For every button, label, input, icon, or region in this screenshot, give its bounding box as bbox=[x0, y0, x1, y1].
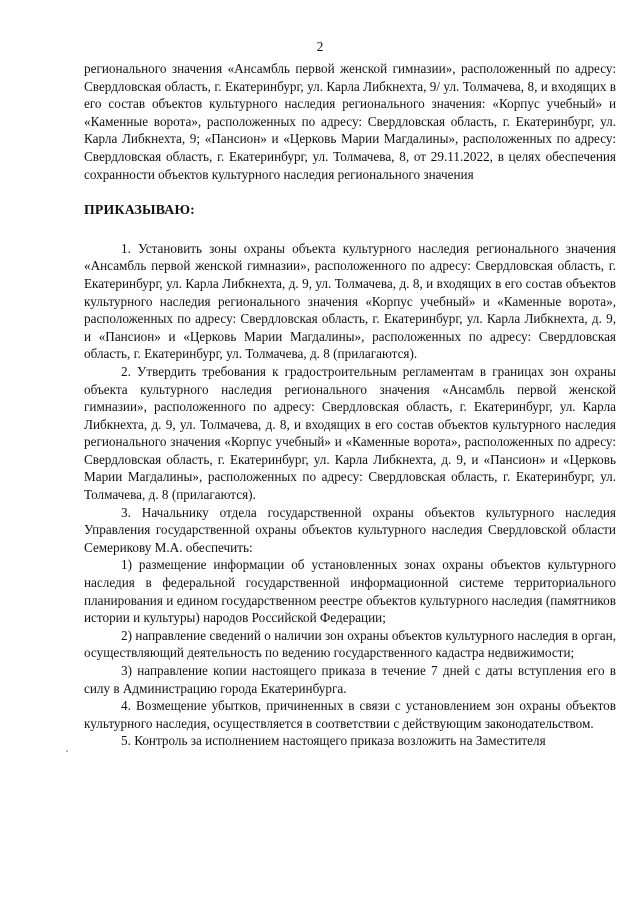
clause-4: 4. Возмещение убытков, причиненных в связи с установлением зон охраны объектов культурного наследия, осуществляется в соответствии с действующим законодательством. bbox=[84, 698, 616, 731]
document-body bbox=[84, 60, 616, 750]
clause-2: 2. Утвердить требования к градостроительным регламентам в границах зон охраны объекта культурного наследия регионального значения «Ансамбль первой женской гимназии», расположенного по адресу: Свердловская область, г. Екатеринбург, ул. Карла Либкнехта, д. 9, ул. Толмачева, д. 8, и входящих в его состав объектов культурного наследия регионального значения «Корпус учебный» и «Каменные ворота», расположенных по адресу: Свердловская область, г. Екатеринбург, ул. Карла Либкнехта, д. 9, и «Пансион» и «Церковь Марии Магдалины», расположенных по адресу: Свердловская область, г. Екатеринбург, ул. Толмачева, д. 8 (прилагаются). bbox=[84, 363, 616, 503]
preamble-paragraph: регионального значения «Ансамбль первой женской гимназии», расположенный по адресу: Свердловская область, г. Екатеринбург, ул. Карла Либкнехта, 9/ ул. Толмачева, 8, и входящих в его состав объектов культурного наследия регионального значения: «Корпус учебный» и «Каменные ворота», расположенных по адресу: Свердловская область, г. Екатеринбург, ул. Карла Либкнехта, 9; «Пансион» и «Церковь Марии Магдалины», расположенных по адресу: Свердловская область, г. Екатеринбург, ул. Толмачева, 8, от 29.11.2022, в целях обеспечения сохранности объектов культурного наследия регионального значения bbox=[84, 61, 616, 182]
clause-3-subitem-1: 1) размещение информации об установленных зонах охраны объектов культурного наследия в федеральной государственной информационной системе территориального планирования и едином государственном реестре объектов культурного наследия (памятников истории и культуры) народов Российской Федерации; bbox=[84, 557, 616, 626]
clause-3-subitem-2: 2) направление сведений о наличии зон охраны объектов культурного наследия в орган, осуществляющий деятельность по ведению государственного кадастра недвижимости; bbox=[84, 627, 616, 661]
scan-speck bbox=[66, 750, 68, 752]
clause-5: 5. Контроль за исполнением настоящего приказа возложить на Заместителя bbox=[121, 733, 546, 749]
clause-3-subitem-3: 3) направление копии настоящего приказа в течение 7 дней с даты вступления его в силу в Администрацию города Екатеринбурга. bbox=[84, 663, 616, 696]
clause-3: 3. Начальнику отдела государственной охраны объектов культурного наследия Управления государственной охраны объектов культурного наследия Свердловской области Семерикову М.А. обеспечить: bbox=[84, 504, 616, 555]
page-number: 2 bbox=[316, 39, 324, 54]
clause-1: 1. Установить зоны охраны объекта культурного наследия регионального значения «Ансамбль первой женской гимназии», расположенного по адресу: Свердловская область, г. Екатеринбург, ул. Карла Либкнехта, д. 9, ул. Толмачева, д. 8, и входящих в его состав объектов культурного наследия регионального значения «Корпус учебный» и «Каменные ворота», расположенных по адресу: Свердловская область, г. Екатеринбург, ул. Карла Либкнехта, д. 9, и «Пансион» и «Церковь Марии Магдалины», расположенных по адресу: Свердловская область, г. Екатеринбург, ул. Толмачева, д. 8 (прилагаются). bbox=[84, 240, 616, 362]
order-heading: ПРИКАЗЫВАЮ: bbox=[84, 202, 195, 218]
